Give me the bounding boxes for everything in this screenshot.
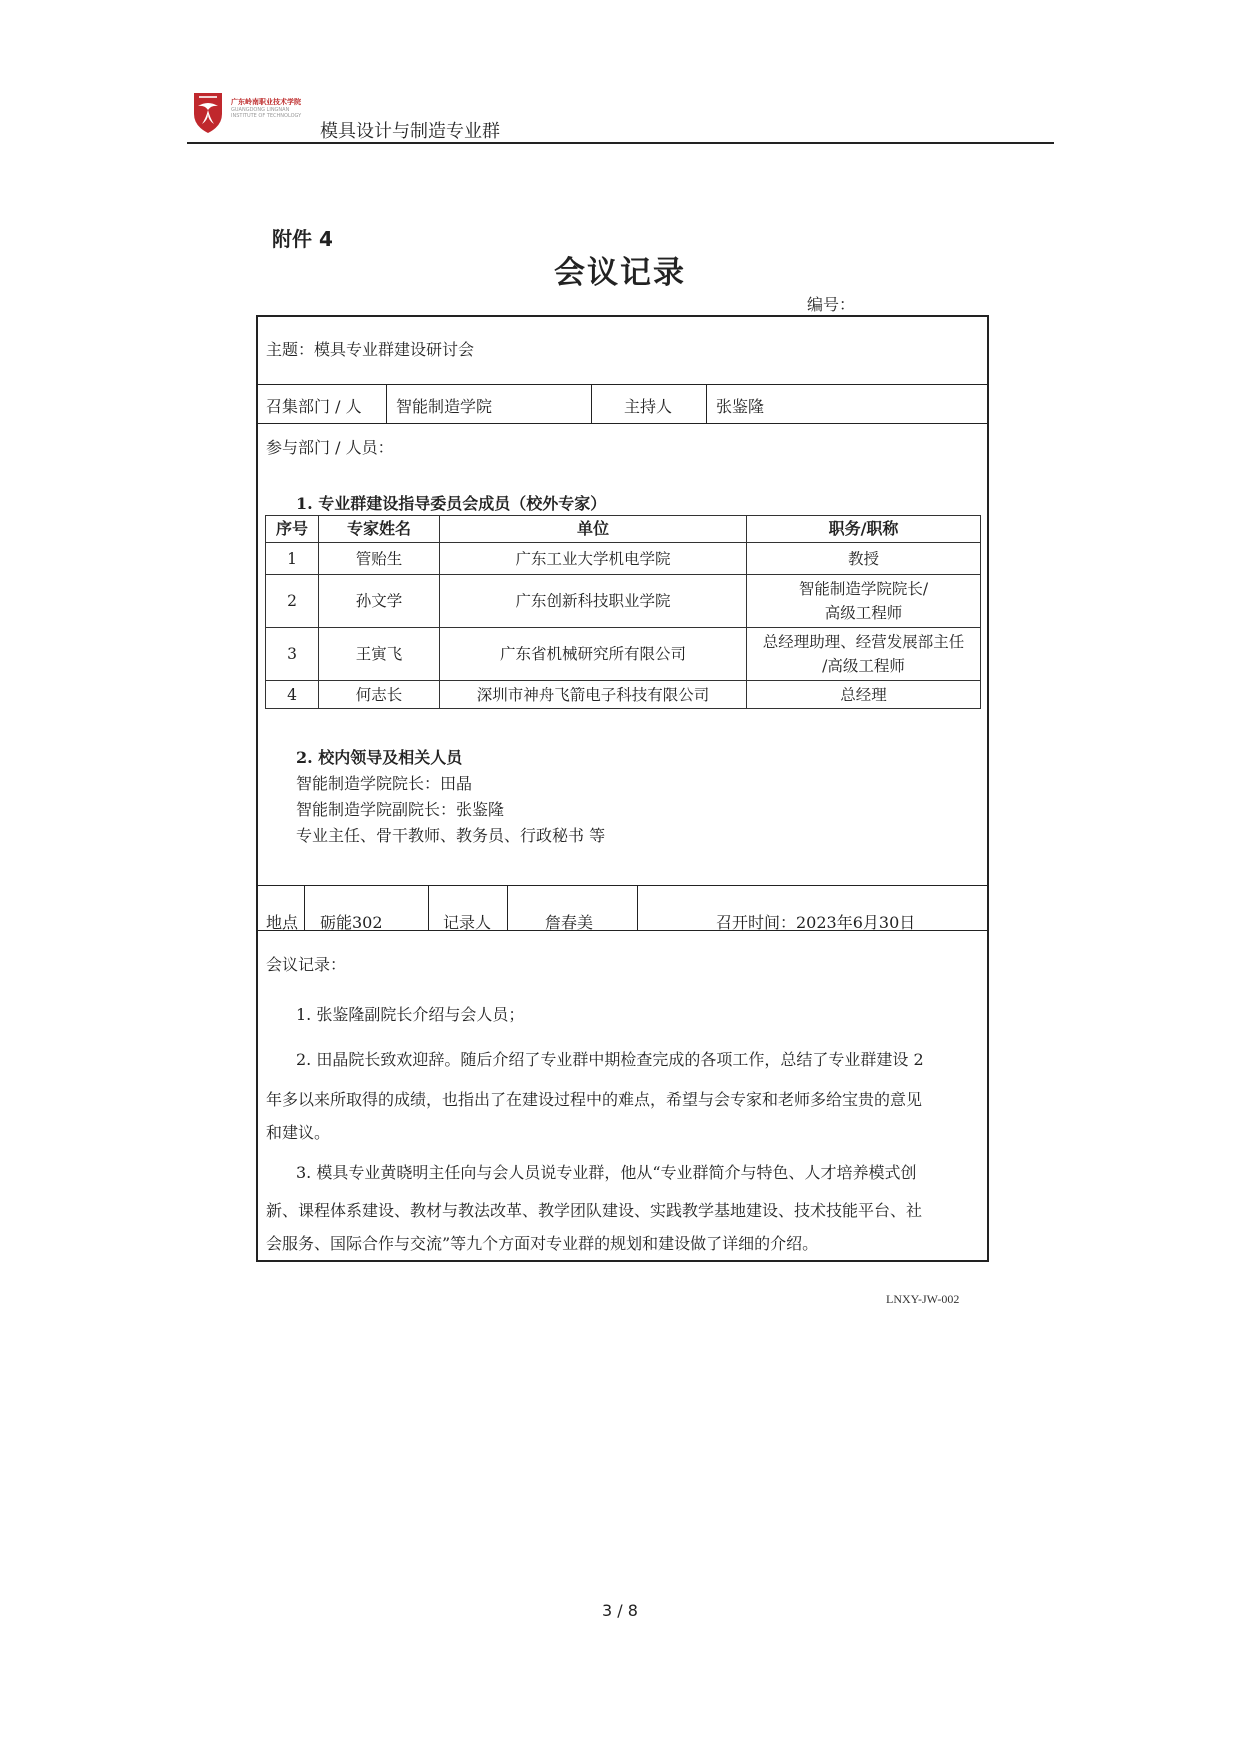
convener-label: 召集部门 / 人 [266,397,362,416]
row-divider [258,423,987,424]
form-code: LNXY-JW-002 [886,1292,960,1306]
recorder-label: 记录人 [443,913,492,932]
col-divider [304,885,305,930]
expert-unit: 广东工业大学机电学院 [440,543,747,575]
expert-title [747,575,981,628]
expert-title [747,681,981,709]
host-value: 张鉴隆 [716,397,765,416]
section1-title: 1. 专业群建设指导委员会成员（校外专家） [296,494,607,513]
expert-title-line: 高级工程师 [824,604,903,622]
expert-title-line: 教授 [847,549,879,568]
row-divider [258,885,987,886]
col-header-title: 职务/职称 [747,516,981,543]
place-label: 地点 [266,913,299,932]
section2-line-3: 专业主任、骨干教师、教务员、行政秘书 等 [296,826,606,845]
col-divider [386,384,387,423]
header-group-title: 模具设计与制造专业群 [320,121,500,142]
col-header-name: 专家姓名 [319,516,440,543]
school-name-cn: 广东岭南职业技术学院 [231,98,301,106]
col-divider [507,885,508,930]
expert-title-line: 智能制造学院院长/ [798,580,929,598]
expert-name: 孙文学 [319,575,440,628]
col-header-unit: 单位 [440,516,747,543]
expert-name: 王寅飞 [319,628,440,681]
expert-title-line: /高级工程师 [822,657,905,675]
header-divider [187,142,1054,144]
expert-unit: 深圳市神舟飞箭电子科技有限公司 [440,681,747,709]
table-row [266,628,981,681]
table-row [266,543,981,575]
section2-title: 2. 校内领导及相关人员 [296,748,463,767]
expert-name: 何志长 [319,681,440,709]
expert-title-line: 总经理 [840,685,887,704]
expert-no: 4 [266,681,319,709]
expert-no: 2 [266,575,319,628]
record-item-2-line-1: 2. 田晶院长致欢迎辞。随后介绍了专业群中期检查完成的各项工作，总结了专业群建设 2 [296,1050,924,1069]
attachment-label: 附件 4 [272,227,333,251]
number-label: 编号： [807,295,856,314]
school-name-en-1: GUANGDONG LINGNAN [231,107,290,113]
document-title: 会议记录 [554,255,686,291]
section2-line-1: 智能制造学院院长：田晶 [296,774,473,793]
record-item-2-line-3: 和建议。 [266,1123,331,1142]
expert-title [747,628,981,681]
recorder-value: 詹春美 [545,913,594,932]
record-item-1: 1. 张鉴隆副院长介绍与会人员； [296,1005,525,1024]
convener-value: 智能制造学院 [396,397,493,416]
topic-text: 主题：模具专业群建设研讨会 [266,340,475,359]
expert-unit: 广东省机械研究所有限公司 [440,628,747,681]
record-label: 会议记录： [266,955,347,974]
expert-name: 管贻生 [319,543,440,575]
meeting-time: 召开时间：2023年6月30日 [716,913,916,932]
participants-label: 参与部门 / 人员： [266,438,394,457]
table-header-row [266,516,981,543]
row-divider [258,384,987,385]
col-header-no: 序号 [266,516,319,543]
record-item-3-line-3: 会服务、国际合作与交流”等九个方面对专业群的规划和建设做了详细的介绍。 [266,1234,819,1253]
record-item-3-line-2: 新、课程体系建设、教材与教法改革、教学团队建设、实践教学基地建设、技术技能平台、社 [266,1201,923,1220]
school-name-block [231,97,301,119]
col-divider [706,384,707,423]
col-divider [591,384,592,423]
record-item-3-line-1: 3. 模具专业黄晓明主任向与会人员说专业群，他从“专业群简介与特色、人才培养模式创 [296,1163,917,1182]
expert-title-line: 总经理助理、经营发展部主任 [762,633,965,651]
record-item-2-line-2: 年多以来所取得的成绩，也指出了在建设过程中的难点，希望与会专家和老师多给宝贵的意见 [266,1090,923,1109]
page-indicator: 3 / 8 [602,1601,638,1620]
section2-line-2: 智能制造学院副院长：张鉴隆 [296,800,505,819]
school-name-en-2: INSTITUTE OF TECHNOLOGY [231,113,302,119]
expert-unit: 广东创新科技职业学院 [440,575,747,628]
experts-table [265,515,981,709]
table-row [266,681,981,709]
expert-title [747,543,981,575]
table-row [266,575,981,628]
expert-no: 1 [266,543,319,575]
meeting-record-form [256,315,989,1262]
host-label: 主持人 [624,397,673,416]
school-logo-icon [193,92,223,134]
col-divider [428,885,429,930]
expert-no: 3 [266,628,319,681]
col-divider [637,885,638,930]
place-value: 砺能302 [320,913,383,932]
